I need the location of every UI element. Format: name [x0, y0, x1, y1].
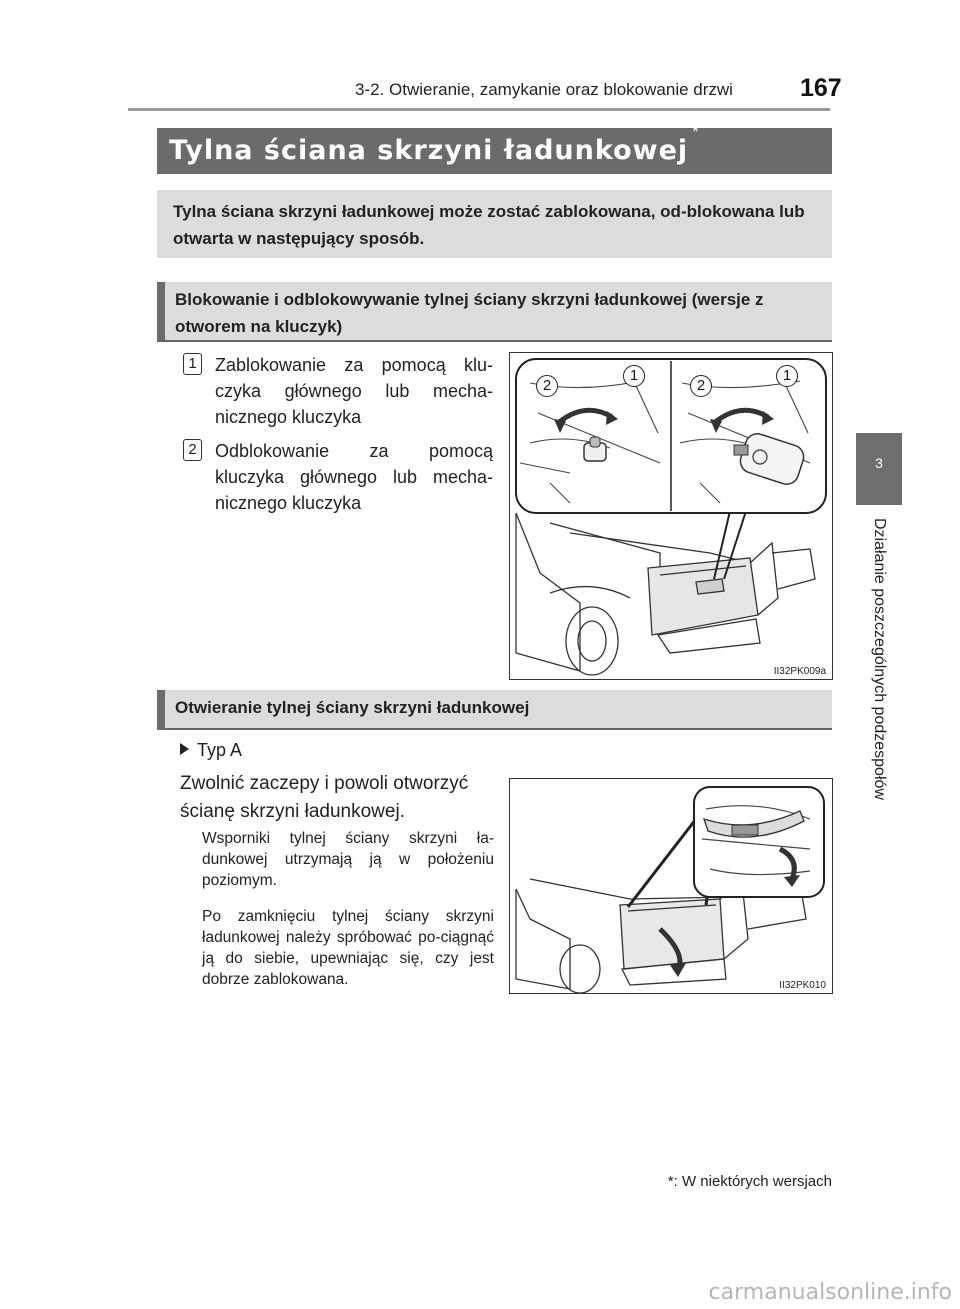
note-paragraph: Po zamknięciu tylnej ściany skrzyni ładunkowej należy spróbować po-ciągnąć ją do siebie, upewniając się, czy jest dobrze zablokowana.: [202, 908, 494, 988]
asterisk-icon: *: [692, 122, 699, 141]
callout-number: 1: [623, 365, 645, 387]
chapter-tab: 3: [856, 433, 902, 505]
running-header-section: 3-2. Otwieranie, zamykanie oraz blokowanie drzwi: [355, 80, 733, 99]
number-badge: 2: [183, 439, 202, 461]
list-item-text: Zablokowanie za pomocą klu-czyka głównego lub mecha-nicznego kluczyka: [215, 355, 493, 427]
section-heading-opening: Otwieranie tylnej ściany skrzyni ładunkowej: [157, 690, 832, 730]
note-paragraph: Wsporniki tylnej ściany skrzyni ła-dunkowej utrzymają ją w położeniu poziomym.: [202, 830, 494, 889]
tailgate-lock-illustration: [510, 353, 832, 679]
tailgate-open-illustration: [510, 779, 832, 993]
number-badge: 1: [183, 353, 202, 375]
footnote: [668, 1173, 832, 1190]
type-label: [180, 740, 242, 761]
figure-code: II32PK009a: [773, 666, 826, 677]
triangle-bullet-icon: [180, 743, 189, 755]
intro-summary: Tylna ściana skrzyni ładunkowej może zostać zablokowana, od-blokowana lub otwarta w następujący sposób.: [157, 190, 832, 258]
page-title-bar: [157, 122, 832, 174]
callout-number: 2: [536, 375, 558, 397]
figure-tailgate-lock: [509, 352, 833, 680]
page-title: Tylna ściana skrzyni ładunkowej: [169, 135, 689, 166]
asterisk-icon: *: [667, 1173, 674, 1190]
callout-number: 2: [690, 375, 712, 397]
list-item-text: Odblokowanie za pomocą kluczyka głównego lub mecha-nicznego kluczyka: [215, 441, 493, 513]
list-item: [183, 352, 493, 432]
watermark-text: carmanualsonline.info: [708, 1280, 952, 1305]
list-item: [183, 438, 493, 518]
page-number: 167: [800, 74, 842, 102]
callout-number: 1: [776, 365, 798, 387]
header-rule: [128, 108, 830, 111]
type-label-text: Typ A: [197, 740, 243, 760]
figure-tailgate-open: [509, 778, 833, 994]
section-heading-locking: Blokowanie i odblokowywanie tylnej ściany skrzyni ładunkowej (wersje z otworem na kluczyk): [157, 282, 832, 342]
figure-code: II32PK010: [779, 980, 826, 991]
footnote-text: : W niektórych wersjach: [673, 1173, 832, 1190]
step-instruction: Zwolnić zaczepy i powoli otworzyć ścianę skrzyni ładunkowej.: [180, 773, 469, 822]
chapter-title-vertical: Działanie poszczególnych podzespołów: [871, 518, 888, 800]
